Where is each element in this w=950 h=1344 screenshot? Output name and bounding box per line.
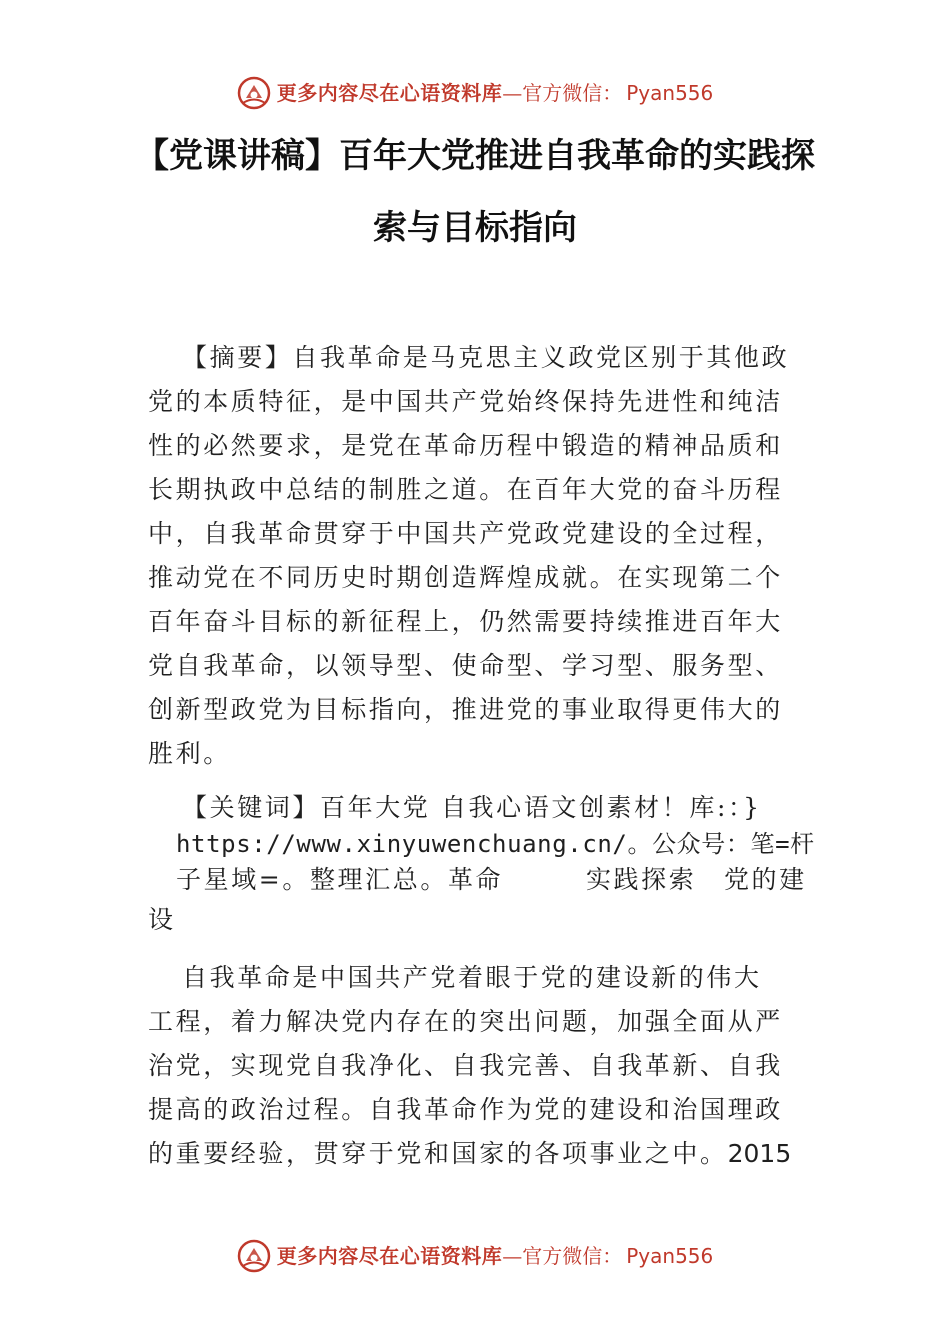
abstract-line: 中，自我革命贯穿于中国共产党政党建设的全过程，: [148, 519, 783, 548]
intro-paragraph: [148, 956, 818, 1176]
abstract-line: 【摘要】自我革命是马克思主义政党区别于其他政: [182, 343, 790, 372]
abstract-line: 党自我革命，以领导型、使命型、学习型、服务型、: [148, 651, 783, 680]
banner-lead-text: 更多内容尽在心语资料库: [276, 1244, 503, 1268]
banner-official-text: —官方微信：: [502, 81, 623, 105]
intro-line: 自我革命是中国共产党着眼于党的建设新的伟大: [182, 963, 762, 992]
banner-lead-text: 更多内容尽在心语资料库: [276, 81, 503, 105]
banner-official-text: —官方微信：: [502, 1244, 623, 1268]
keywords-link-line: https://www.xinyuwenchuang.cn/。公众号：笔=杆: [176, 830, 815, 858]
abstract-line: 创新型政党为目标指向，推进党的事业取得更伟大的: [148, 695, 783, 724]
header-banner: [0, 76, 950, 110]
intro-line: 提高的政治过程。自我革命作为党的建设和治国理政: [148, 1095, 783, 1124]
logo-seal-icon: [237, 76, 271, 110]
document-title-line-2: 索与目标指向: [373, 208, 577, 248]
keywords-line-3: 子星域=。整理汇总。革命 实践探索 党的建: [176, 865, 807, 894]
logo-seal-icon: [237, 1239, 271, 1273]
abstract-line: 长期执政中总结的制胜之道。在百年大党的奋斗历程: [148, 475, 783, 504]
intro-line: 治党，实现党自我净化、自我完善、自我革新、自我: [148, 1051, 783, 1080]
footer-banner: [0, 1239, 950, 1273]
abstract-line: 党的本质特征，是中国共产党始终保持先进性和纯洁: [148, 387, 783, 416]
keywords-line-4: 设: [148, 905, 176, 934]
abstract-paragraph: [148, 336, 818, 776]
abstract-line: 胜利。: [148, 739, 231, 768]
banner-wechat-id: Pyan556: [626, 81, 714, 105]
abstract-line: 百年奋斗目标的新征程上，仍然需要持续推进百年大: [148, 607, 783, 636]
abstract-line: 性的必然要求，是党在革命历程中锻造的精神品质和: [148, 431, 783, 460]
abstract-line: 推动党在不同历史时期创造辉煌成就。在实现第二个: [148, 563, 783, 592]
intro-year: 2015: [727, 1139, 792, 1168]
banner-wechat-id: Pyan556: [626, 1244, 714, 1268]
keywords-line-1: 【关键词】百年大党 自我心语文创素材！库:：}: [182, 793, 762, 822]
intro-last-line: [148, 1132, 818, 1176]
keywords-paragraph: [148, 790, 818, 942]
intro-last-text: 的重要经验，贯穿于党和国家的各项事业之中。: [148, 1139, 728, 1168]
intro-line: 工程，着力解决党内存在的突出问题，加强全面从严: [148, 1007, 783, 1036]
document-title-line-1: 【党课讲稿】百年大党推进自我革命的实践探: [135, 136, 815, 176]
